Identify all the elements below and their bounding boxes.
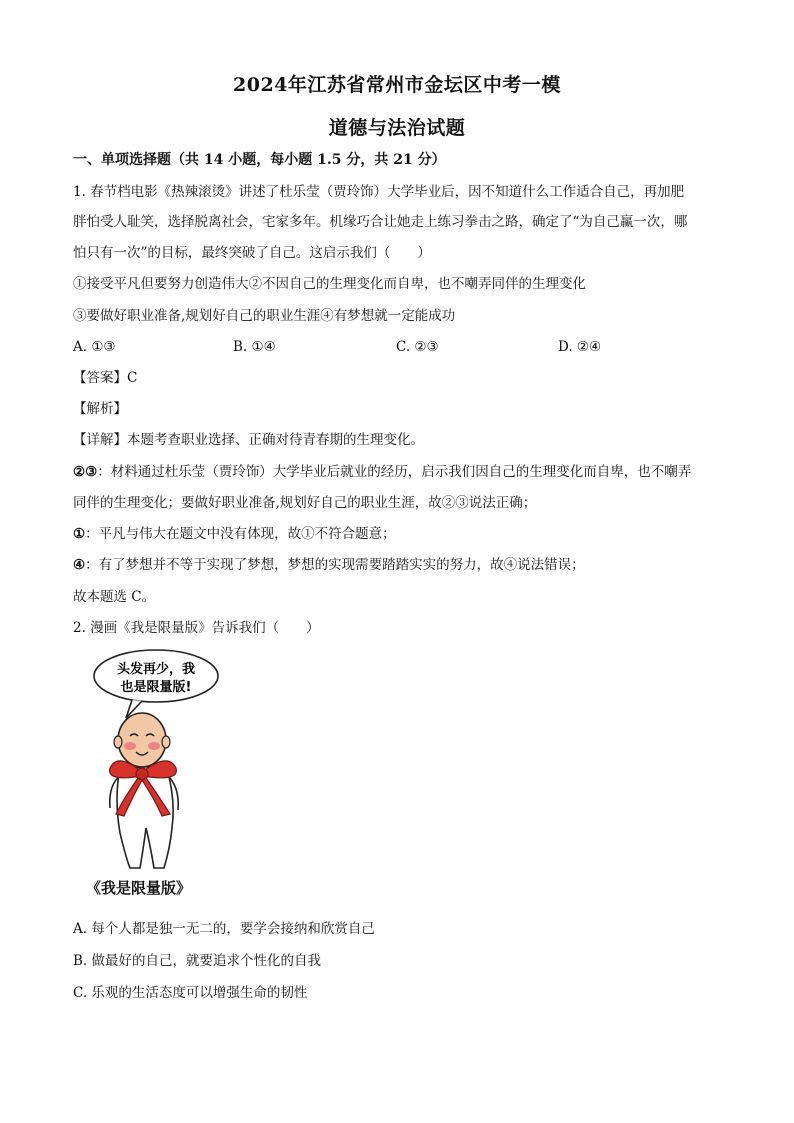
exam-title: 2024年江苏省常州市金坛区中考一模 (233, 74, 561, 96)
q2-option-b: B. 做最好的自己，就要追求个性化的自我 (73, 953, 322, 969)
q1-answer (73, 368, 733, 388)
q2-option-c: C. 乐观的生活态度可以增强生命的韧性 (73, 985, 308, 1001)
q1-option-a: A. ①③ (73, 339, 116, 355)
bald-character (110, 713, 179, 868)
exam-subject-title: 道德与法治试题 (328, 117, 466, 139)
detail-marker-23: ②③ (73, 464, 98, 480)
q2-stem: 2. 漫画《我是限量版》告诉我们（ ） (73, 620, 320, 636)
detail-text-4: ：有了梦想并不等于实现了梦想，梦想的实现需要踏踏实实的努力，故④说法错误； (85, 557, 585, 573)
q1-stem-line2: 胖怕受人耻笑，选择脱离社会，宅家多年。机缘巧合让她走上练习拳击之路，确定了“为自己赢一次，哪 (73, 214, 688, 230)
q1-option-c: C. ②③ (396, 339, 439, 355)
q1-detail-line5 (73, 555, 733, 575)
q1-detail-line3: 同伴的生理变化；要做好职业准备,规划好自己的职业生涯，故②③说法正确； (73, 495, 537, 511)
q1-statement-line1: ①接受平凡但要努力创造伟大②不因自己的生理变化而自卑，也不嘲弄同伴的生理变化 (73, 276, 586, 292)
bubble-text-line1: 头发再少，我 (116, 662, 196, 677)
q1-analysis-label: 【解析】 (73, 401, 127, 417)
head (118, 713, 166, 767)
section-heading: 一、单项选择题（共 14 小题，每小题 1.5 分，共 21 分） (73, 152, 446, 168)
answer-value: C (127, 370, 138, 386)
detail-text-23: ：材料通过杜乐莹（贾玲饰）大学毕业后就业的经历，启示我们因自己的生理变化而自卑，也不嘲弄 (97, 464, 692, 480)
q1-stem-line3: 怕只有一次”的目标，最终突破了自己。这启示我们（ ） (73, 245, 431, 261)
detail-marker-4: ④ (73, 557, 86, 573)
q1-detail-line6: 故本题选 C。 (73, 589, 156, 605)
answer-label: 【答案】 (73, 370, 127, 386)
q1-option-d: D. ②④ (558, 339, 602, 355)
cartoon-caption: 《我是限量版》 (86, 879, 192, 897)
q2-option-a: A. 每个人都是独一无二的，要学会接纳和欣赏自己 (73, 921, 375, 937)
bubble-text-line2: 也是限量版! (120, 680, 192, 695)
q1-detail-line2 (73, 462, 733, 482)
q1-stem-line1: 1. 春节档电影《热辣滚烫》讲述了杜乐莹（贾玲饰）大学毕业后，因不知道什么工作适合自己，再加肥 (73, 184, 685, 200)
detail-text-1: ：平凡与伟大在题文中没有体现，故①不符合题意； (85, 526, 396, 542)
detail-marker-1: ① (73, 526, 86, 542)
speech-bubble (94, 650, 218, 718)
q1-option-b: B. ①④ (233, 339, 276, 355)
q1-statement-line2: ③要做好职业准备,规划好自己的职业生涯④有梦想就一定能成功 (73, 308, 456, 324)
q1-detail-line4 (73, 524, 733, 544)
cartoon-illustration (80, 648, 230, 874)
q1-detail-line1: 【详解】本题考查职业选择、正确对待青春期的生理变化。 (73, 432, 424, 448)
